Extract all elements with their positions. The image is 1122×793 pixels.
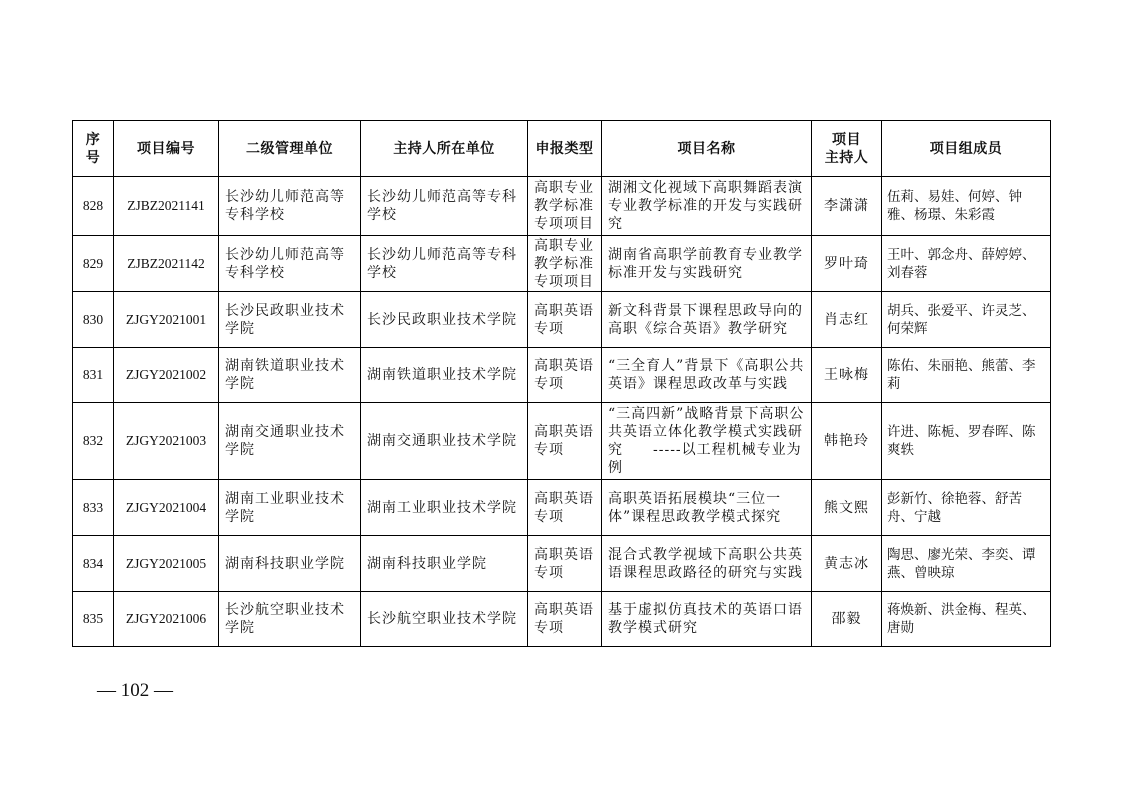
members-cell: 蒋焕新、洪金梅、程英、唐勋 (882, 592, 1051, 647)
header-host-unit: 主持人所在单位 (361, 121, 528, 177)
unit-cell: 长沙民政职业技术学院 (219, 292, 361, 348)
seq-cell: 832 (73, 403, 114, 480)
leader-cell: 王咏梅 (812, 348, 882, 403)
host-unit-cell: 长沙幼儿师范高等专科学校 (361, 236, 528, 292)
leader-cell: 黄志冰 (812, 536, 882, 592)
members-cell: 胡兵、张爱平、许灵芝、何荣辉 (882, 292, 1051, 348)
code-cell: ZJGY2021002 (114, 348, 219, 403)
leader-cell: 罗叶琦 (812, 236, 882, 292)
unit-cell: 湖南工业职业技术学院 (219, 480, 361, 536)
header-leader-line1: 项目 (832, 131, 861, 148)
members-cell: 王叶、郭念舟、薛婷婷、刘春蓉 (882, 236, 1051, 292)
header-code: 项目编号 (114, 121, 219, 177)
table-row (73, 177, 1051, 236)
members-cell: 陈佑、朱丽艳、熊蕾、李莉 (882, 348, 1051, 403)
table-header-row (73, 121, 1051, 177)
header-unit: 二级管理单位 (219, 121, 361, 177)
type-cell: 高职专业教学标准专项项目 (528, 236, 602, 292)
type-cell: 高职专业教学标准专项项目 (528, 177, 602, 236)
unit-cell: 湖南铁道职业技术学院 (219, 348, 361, 403)
leader-cell: 李潇潇 (812, 177, 882, 236)
code-cell: ZJBZ2021142 (114, 236, 219, 292)
name-cell: 高职英语拓展模块“三位一体”课程思政教学模式探究 (602, 480, 812, 536)
name-cell: “三高四新”战略背景下高职公共英语立体化教学模式实践研究 -----以工程机械专业为例 (602, 403, 812, 480)
name-cell: 基于虚拟仿真技术的英语口语教学模式研究 (602, 592, 812, 647)
header-type: 申报类型 (528, 121, 602, 177)
type-cell: 高职英语专项 (528, 536, 602, 592)
members-cell: 许进、陈栀、罗春晖、陈爽轶 (882, 403, 1051, 480)
seq-cell: 834 (73, 536, 114, 592)
unit-cell: 长沙幼儿师范高等专科学校 (219, 236, 361, 292)
leader-cell: 邵毅 (812, 592, 882, 647)
code-cell: ZJGY2021005 (114, 536, 219, 592)
host-unit-cell: 湖南铁道职业技术学院 (361, 348, 528, 403)
table-row (73, 480, 1051, 536)
host-unit-cell: 湖南工业职业技术学院 (361, 480, 528, 536)
code-cell: ZJGY2021004 (114, 480, 219, 536)
seq-cell: 835 (73, 592, 114, 647)
name-cell: 湖湘文化视域下高职舞蹈表演专业教学标准的开发与实践研究 (602, 177, 812, 236)
host-unit-cell: 长沙民政职业技术学院 (361, 292, 528, 348)
type-cell: 高职英语专项 (528, 592, 602, 647)
table-row (73, 292, 1051, 348)
table-row (73, 403, 1051, 480)
name-cell: 新文科背景下课程思政导向的高职《综合英语》教学研究 (602, 292, 812, 348)
members-cell: 陶思、廖光荣、李奕、谭燕、曾映琼 (882, 536, 1051, 592)
unit-cell: 长沙航空职业技术学院 (219, 592, 361, 647)
code-cell: ZJGY2021003 (114, 403, 219, 480)
host-unit-cell: 长沙幼儿师范高等专科学校 (361, 177, 528, 236)
leader-cell: 肖志红 (812, 292, 882, 348)
header-members: 项目组成员 (882, 121, 1051, 177)
type-cell: 高职英语专项 (528, 348, 602, 403)
header-seq: 序号 (73, 121, 114, 177)
header-leader-line2: 主持人 (824, 149, 869, 166)
seq-cell: 833 (73, 480, 114, 536)
unit-cell: 湖南科技职业学院 (219, 536, 361, 592)
name-cell: “三全育人”背景下《高职公共英语》课程思政改革与实践 (602, 348, 812, 403)
type-cell: 高职英语专项 (528, 403, 602, 480)
seq-cell: 828 (73, 177, 114, 236)
leader-cell: 熊文熙 (812, 480, 882, 536)
type-cell: 高职英语专项 (528, 292, 602, 348)
leader-cell: 韩艳玲 (812, 403, 882, 480)
header-leader (812, 121, 882, 177)
members-cell: 伍莉、易娃、何婷、钟雅、杨璟、朱彩霞 (882, 177, 1051, 236)
seq-cell: 830 (73, 292, 114, 348)
name-cell: 湖南省高职学前教育专业教学标准开发与实践研究 (602, 236, 812, 292)
code-cell: ZJGY2021001 (114, 292, 219, 348)
table-row (73, 536, 1051, 592)
unit-cell: 长沙幼儿师范高等专科学校 (219, 177, 361, 236)
code-cell: ZJBZ2021141 (114, 177, 219, 236)
table-row (73, 348, 1051, 403)
project-table (72, 120, 1051, 647)
host-unit-cell: 湖南科技职业学院 (361, 536, 528, 592)
seq-cell: 829 (73, 236, 114, 292)
name-cell: 混合式教学视域下高职公共英语课程思政路径的研究与实践 (602, 536, 812, 592)
host-unit-cell: 长沙航空职业技术学院 (361, 592, 528, 647)
host-unit-cell: 湖南交通职业技术学院 (361, 403, 528, 480)
seq-cell: 831 (73, 348, 114, 403)
members-cell: 彭新竹、徐艳蓉、舒苦舟、宁越 (882, 480, 1051, 536)
table-row (73, 236, 1051, 292)
table-row (73, 592, 1051, 647)
page-number: — 102 — (97, 680, 173, 701)
type-cell: 高职英语专项 (528, 480, 602, 536)
unit-cell: 湖南交通职业技术学院 (219, 403, 361, 480)
header-name: 项目名称 (602, 121, 812, 177)
code-cell: ZJGY2021006 (114, 592, 219, 647)
